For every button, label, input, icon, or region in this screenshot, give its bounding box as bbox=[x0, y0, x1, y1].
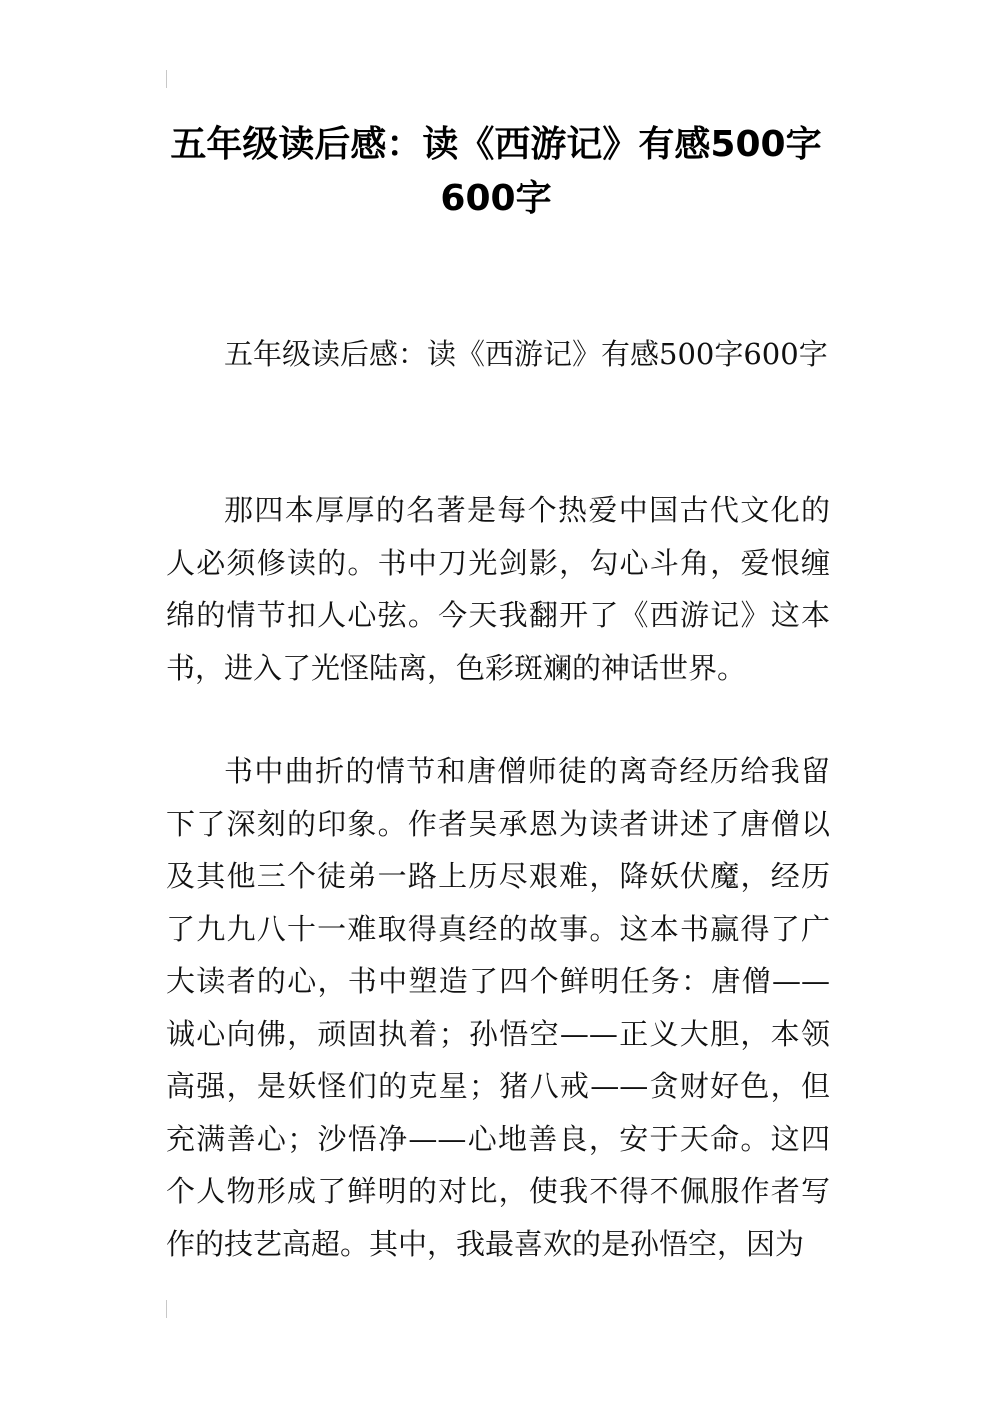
paragraph: 那四本厚厚的名著是每个热爱中国古代文化的人必须修读的。书中刀光剑影，勾心斗角，爱恨缠绵的情节扣人心弦。今天我翻开了《西游记》这本书，进入了光怪陆离，色彩斑斓的神话世界。 bbox=[166, 493, 830, 685]
crop-mark-top bbox=[166, 70, 167, 88]
paragraph: 书中曲折的情节和唐僧师徒的离奇经历给我留下了深刻的印象。作者吴承恩为读者讲述了唐僧以及其他三个徒弟一路上历尽艰难，降妖伏魔，经历了九九八十一难取得真经的故事。这本书赢得了广大读者的心，书中塑造了四个鲜明任务：唐僧——诚心向佛，顽固执着；孙悟空——正义大胆，本领高强，是妖怪们的克星；猪八戒——贪财好色，但充满善心；沙悟净——心地善良，安于天命。这四个人物形成了鲜明的对比，使我不得不佩服作者写作的技艺高超。其中，我最喜欢的是孙悟空，因为 bbox=[166, 754, 830, 1261]
document-subtitle-block bbox=[166, 328, 830, 381]
paragraph-block-2 bbox=[166, 745, 830, 1270]
document-subtitle: 五年级读后感：读《西游记》有感500字600字 bbox=[224, 337, 828, 371]
paragraph-block-1 bbox=[166, 484, 830, 694]
document-title: 五年级读后感：读《西游记》有感500字600字 bbox=[170, 124, 822, 219]
crop-mark-bottom bbox=[166, 1300, 167, 1318]
